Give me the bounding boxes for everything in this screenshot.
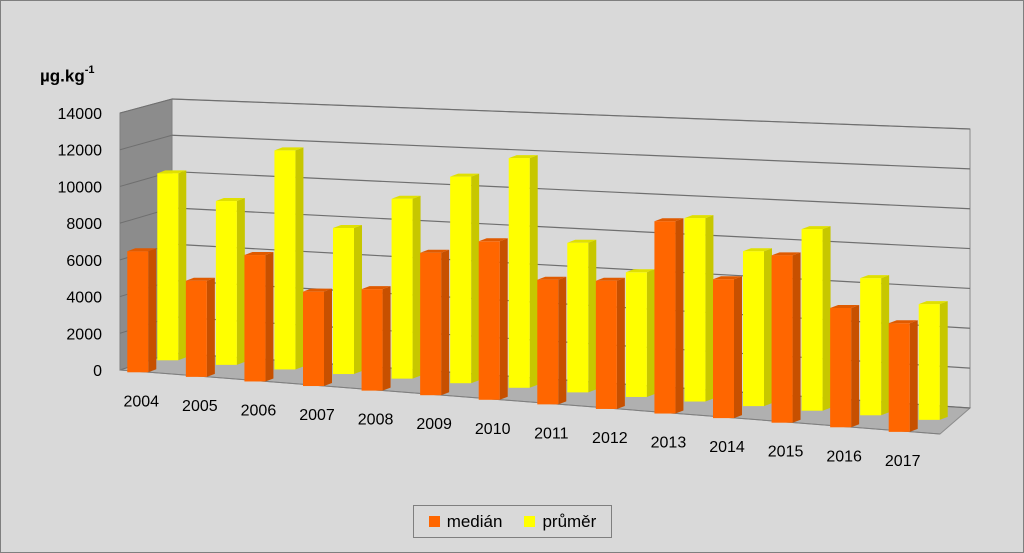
x-tick-label: 2006	[240, 402, 277, 420]
bar-prumer	[743, 251, 764, 406]
x-tick-label: 2017	[884, 452, 921, 470]
bar-prumer-side	[881, 275, 889, 415]
x-tick-label: 2016	[826, 448, 862, 466]
bar-median-side	[793, 252, 801, 422]
legend-item	[429, 512, 503, 532]
legend-swatch	[524, 516, 535, 527]
bar-median-side	[383, 286, 391, 390]
x-tick-label: 2010	[474, 420, 511, 438]
bar-prumer	[684, 218, 705, 401]
bar-prumer-side	[413, 196, 421, 379]
bar-prumer-side	[354, 225, 362, 374]
x-tick-label: 2009	[416, 416, 452, 434]
bar-median	[303, 292, 324, 386]
bar-prumer-side	[530, 155, 538, 388]
x-tick-label: 2015	[767, 443, 804, 461]
bar-median-side	[324, 289, 332, 386]
bar-median-side	[675, 218, 683, 413]
y-tick-label: 4000	[66, 289, 102, 307]
bar-median	[420, 253, 441, 395]
y-axis-unit-label: $\mu g.kg^{-1}$	[40, 64, 95, 86]
bar-prumer-side	[823, 226, 831, 411]
bar-median	[479, 241, 500, 399]
bar-median	[537, 280, 558, 405]
bar-prumer	[919, 304, 940, 420]
y-tick-label: 10000	[57, 179, 102, 197]
bar-median-side	[265, 252, 273, 381]
bar-prumer	[392, 199, 413, 379]
x-tick-label: 2014	[709, 439, 745, 457]
y-tick-label: 0	[93, 363, 102, 380]
x-tick-label: 2013	[650, 434, 687, 452]
bar-prumer-side	[471, 174, 479, 384]
bar-prumer	[333, 228, 354, 374]
bar-median	[244, 255, 265, 381]
bar-prumer	[216, 201, 237, 365]
bar-median	[713, 279, 734, 418]
bar-prumer-side	[764, 248, 772, 406]
x-tick-label: 2007	[299, 407, 335, 425]
bar-median-side	[734, 276, 742, 418]
x-tick-label: 2005	[182, 397, 218, 415]
bar-median-side	[851, 305, 859, 427]
bar-median-side	[617, 278, 625, 409]
y-tick-label: 6000	[66, 252, 102, 270]
y-tick-label: 8000	[66, 216, 102, 234]
bar-median	[186, 281, 207, 377]
bar-prumer	[450, 177, 471, 384]
y-tick-label: 12000	[57, 142, 102, 160]
y-tick-label: 2000	[66, 326, 102, 344]
bar-prumer-side	[178, 170, 186, 360]
bar-median	[596, 281, 617, 409]
bar-median	[654, 221, 675, 413]
bar-median-side	[910, 320, 918, 432]
bar-median	[127, 251, 148, 372]
bar-prumer-side	[588, 240, 596, 393]
bar-prumer-side	[705, 215, 713, 401]
legend	[413, 505, 612, 538]
bar-median-side	[500, 238, 508, 399]
bar-prumer	[626, 272, 647, 397]
bar-median	[772, 255, 793, 422]
bar-prumer-side	[237, 198, 245, 365]
bar-prumer	[157, 173, 178, 360]
legend-label: průměr	[542, 511, 597, 531]
bar-prumer	[802, 229, 823, 411]
bar-median-side	[148, 248, 156, 372]
bar-prumer	[860, 278, 881, 415]
bar-prumer-side	[940, 301, 948, 420]
bar-median	[362, 289, 383, 390]
legend-item	[524, 512, 596, 532]
legend-label: medián	[446, 511, 503, 531]
x-tick-label: 2012	[592, 429, 628, 447]
bar-median-side	[207, 278, 215, 377]
legend-swatch	[429, 516, 440, 527]
bar-prumer-side	[647, 269, 655, 397]
bar-median	[889, 323, 910, 432]
bar-median-side	[441, 250, 449, 395]
bar-prumer-side	[295, 147, 303, 369]
bar-median	[830, 308, 851, 427]
x-tick-label: 2008	[357, 411, 394, 429]
bar-prumer	[274, 150, 295, 369]
y-tick-label: 14000	[57, 106, 102, 123]
x-tick-label: 2011	[534, 425, 569, 443]
bar-prumer	[567, 243, 588, 393]
bar-prumer	[509, 158, 530, 388]
x-tick-label: 2004	[123, 393, 160, 411]
bar-median-side	[558, 277, 566, 405]
